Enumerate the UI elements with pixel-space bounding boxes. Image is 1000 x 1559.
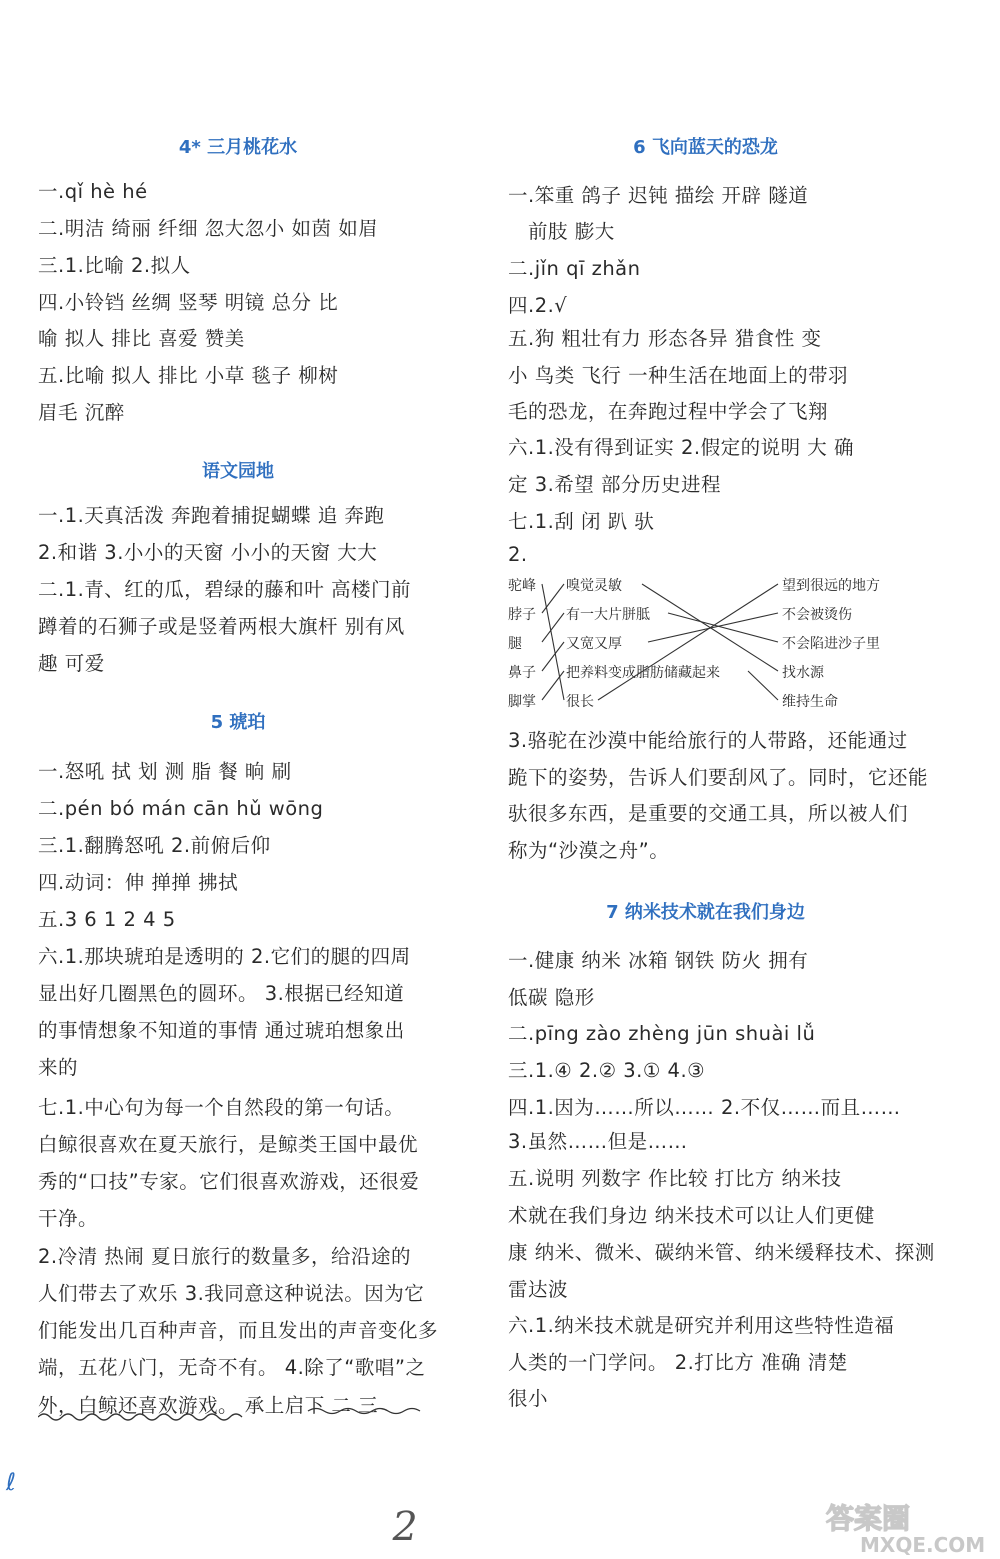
match-item: 不会陷进沙子里 <box>782 636 880 652</box>
answer-line: 二.pén bó mán cān hǔ wōng <box>38 797 324 820</box>
answer-line: 一.笨重 鸽子 迟钝 描绘 开辟 隧道 <box>508 184 809 207</box>
answer-line: 们能发出几百种声音，而且发出的声音变化多 <box>38 1319 439 1342</box>
answer-line: 前肢 膨大 <box>528 220 615 243</box>
answer-line: 一.健康 纳米 冰箱 钢铁 防火 拥有 <box>508 949 809 972</box>
answer-line: 六.1.纳米技术就是研究并利用这些特性造福 <box>508 1314 895 1337</box>
answer-line: 来的 <box>38 1056 79 1079</box>
answer-line: 一.qǐ hè hé <box>38 180 148 203</box>
match-item: 维持生命 <box>782 694 838 710</box>
answer-line: 三.1.比喻 2.拟人 <box>38 254 191 277</box>
answer-line: 三.1.翻腾怒吼 2.前俯后仰 <box>38 834 271 857</box>
answer-line: 干净。 <box>38 1207 99 1230</box>
pen-mark-icon: ℓ <box>6 1468 16 1496</box>
answer-line: 显出好几圈黑色的圆环。 3.根据已经知道 <box>38 982 405 1005</box>
answer-line: 六.1.那块琥珀是透明的 2.它们的腿的四周 <box>38 945 411 968</box>
watermark-logo <box>820 1498 990 1556</box>
answer-line: 六.1.没有得到证实 2.假定的说明 大 确 <box>508 436 855 459</box>
answer-line: 小 鸟类 飞行 一种生活在地面上的带羽 <box>508 364 849 387</box>
answer-line: 秀的“口技”专家。它们很喜欢游戏，还很爱 <box>38 1170 420 1193</box>
answer-line: 外，白鲸还喜欢游戏。 承上启下 二 三 <box>38 1394 379 1417</box>
answer-line: 术就在我们身边 纳米技术可以让人们更健 <box>508 1204 875 1227</box>
answer-line: 一.怒吼 拭 划 测 脂 餐 晌 刷 <box>38 760 292 783</box>
answer-line: 康 纳米、微米、碳纳米管、纳米缓释技术、探测 <box>508 1241 935 1264</box>
page-number: 2 <box>387 1504 422 1550</box>
answer-line: 七.1.中心句为每一个自然段的第一句话。 <box>38 1096 405 1119</box>
handwritten-underline <box>38 1405 438 1425</box>
answer-line: 五.说明 列数字 作比较 打比方 纳米技 <box>508 1167 842 1190</box>
answer-line: 四.动词：伸 掸掸 拂拭 <box>38 871 239 894</box>
answer-line: 驮很多东西，是重要的交通工具，所以被人们 <box>508 802 909 825</box>
match-item: 找水源 <box>782 665 824 681</box>
match-item: 很长 <box>566 694 594 710</box>
match-item: 脚掌 <box>508 694 536 710</box>
answer-line: 七.1.刮 闭 趴 驮 <box>508 510 655 533</box>
answer-line: 3.骆驼在沙漠中能给旅行的人带路，还能通过 <box>508 729 908 752</box>
match-item: 望到很远的地方 <box>782 578 880 594</box>
answer-line: 五.比喻 拟人 排比 小草 毯子 柳树 <box>38 364 339 387</box>
answer-line: 2. <box>508 543 528 566</box>
answer-line: 的事情想象不知道的事情 通过琥珀想象出 <box>38 1019 405 1042</box>
answer-line: 定 3.希望 部分历史进程 <box>508 473 722 496</box>
answer-line: 3.虽然……但是…… <box>508 1130 688 1153</box>
answer-line: 2.和谐 3.小小的天窗 小小的天窗 大大 <box>38 541 378 564</box>
match-item: 嗅觉灵敏 <box>566 578 622 594</box>
answer-line: 一.1.天真活泼 奔跑着捕捉蝴蝶 追 奔跑 <box>38 504 385 527</box>
answer-line: 五.狗 粗壮有力 形态各异 猎食性 变 <box>508 327 822 350</box>
answer-line: 蹲着的石狮子或是竖着两根大旗杆 别有风 <box>38 615 405 638</box>
answer-line: 二.jǐn qī zhǎn <box>508 257 641 280</box>
match-item: 又宽又厚 <box>566 636 622 652</box>
answer-line: 人们带去了欢乐 3.我同意这种说法。因为它 <box>38 1282 425 1305</box>
answer-line: 二.1.青、红的瓜，碧绿的藤和叶 高楼门前 <box>38 578 412 601</box>
section-title-4: 4* 三月桃花水 <box>178 137 298 158</box>
answer-line: 毛的恐龙，在奔跑过程中学会了飞翔 <box>508 400 829 423</box>
answer-line: 人类的一门学问。 2.打比方 准确 清楚 <box>508 1351 848 1374</box>
watermark-text: 答案圈 <box>826 1502 911 1535</box>
section-title-garden: 语文园地 <box>202 461 274 482</box>
section-title-5: 5 琥珀 <box>210 712 266 733</box>
answer-line: 端，五花八门，无奇不有。 4.除了“歌唱”之 <box>38 1356 426 1379</box>
match-item: 把养料变成脂肪储藏起来 <box>566 665 720 681</box>
match-item: 有一大片胼胝 <box>566 607 650 623</box>
answer-line: 四.小铃铛 丝绸 竖琴 明镜 总分 比 <box>38 291 339 314</box>
match-item: 脖子 <box>508 607 536 623</box>
answer-line: 二.pīng zào zhèng jūn shuài lǚ <box>508 1022 816 1045</box>
answer-line: 白鲸很喜欢在夏天旅行，是鲸类王国中最优 <box>38 1133 419 1156</box>
answer-line: 2.冷清 热闹 夏日旅行的数量多，给沿途的 <box>38 1245 412 1268</box>
section-title-7: 7 纳米技术就在我们身边 <box>606 902 805 923</box>
matching-diagram <box>508 568 908 718</box>
match-item: 腿 <box>508 636 522 652</box>
section-title-6: 6 飞向蓝天的恐龙 <box>633 137 778 158</box>
answer-line: 跪下的姿势，告诉人们要刮风了。同时，它还能 <box>508 766 929 789</box>
answer-line: 四.2.√ <box>508 294 568 317</box>
answer-line: 五.3 6 1 2 4 5 <box>38 908 176 931</box>
answer-line: 趣 可爱 <box>38 652 105 675</box>
match-item: 驼峰 <box>508 578 536 594</box>
answer-line: 三.1.④ 2.② 3.① 4.③ <box>508 1059 706 1082</box>
answer-line: 雷达波 <box>508 1278 569 1301</box>
answer-line: 很小 <box>508 1387 549 1410</box>
answer-line: 称为“沙漠之舟”。 <box>508 839 670 862</box>
answer-line: 低碳 隐形 <box>508 986 595 1009</box>
answer-line: 二.明洁 绮丽 纤细 忽大忽小 如茵 如眉 <box>38 217 379 240</box>
watermark-url: MXQE.COM <box>860 1533 986 1556</box>
answer-line: 眉毛 沉醉 <box>38 401 125 424</box>
answer-line: 四.1.因为……所以…… 2.不仅……而且…… <box>508 1096 901 1119</box>
answer-line: 喻 拟人 排比 喜爱 赞美 <box>38 327 245 350</box>
match-item: 鼻子 <box>508 665 536 681</box>
match-item: 不会被烫伤 <box>782 607 852 623</box>
